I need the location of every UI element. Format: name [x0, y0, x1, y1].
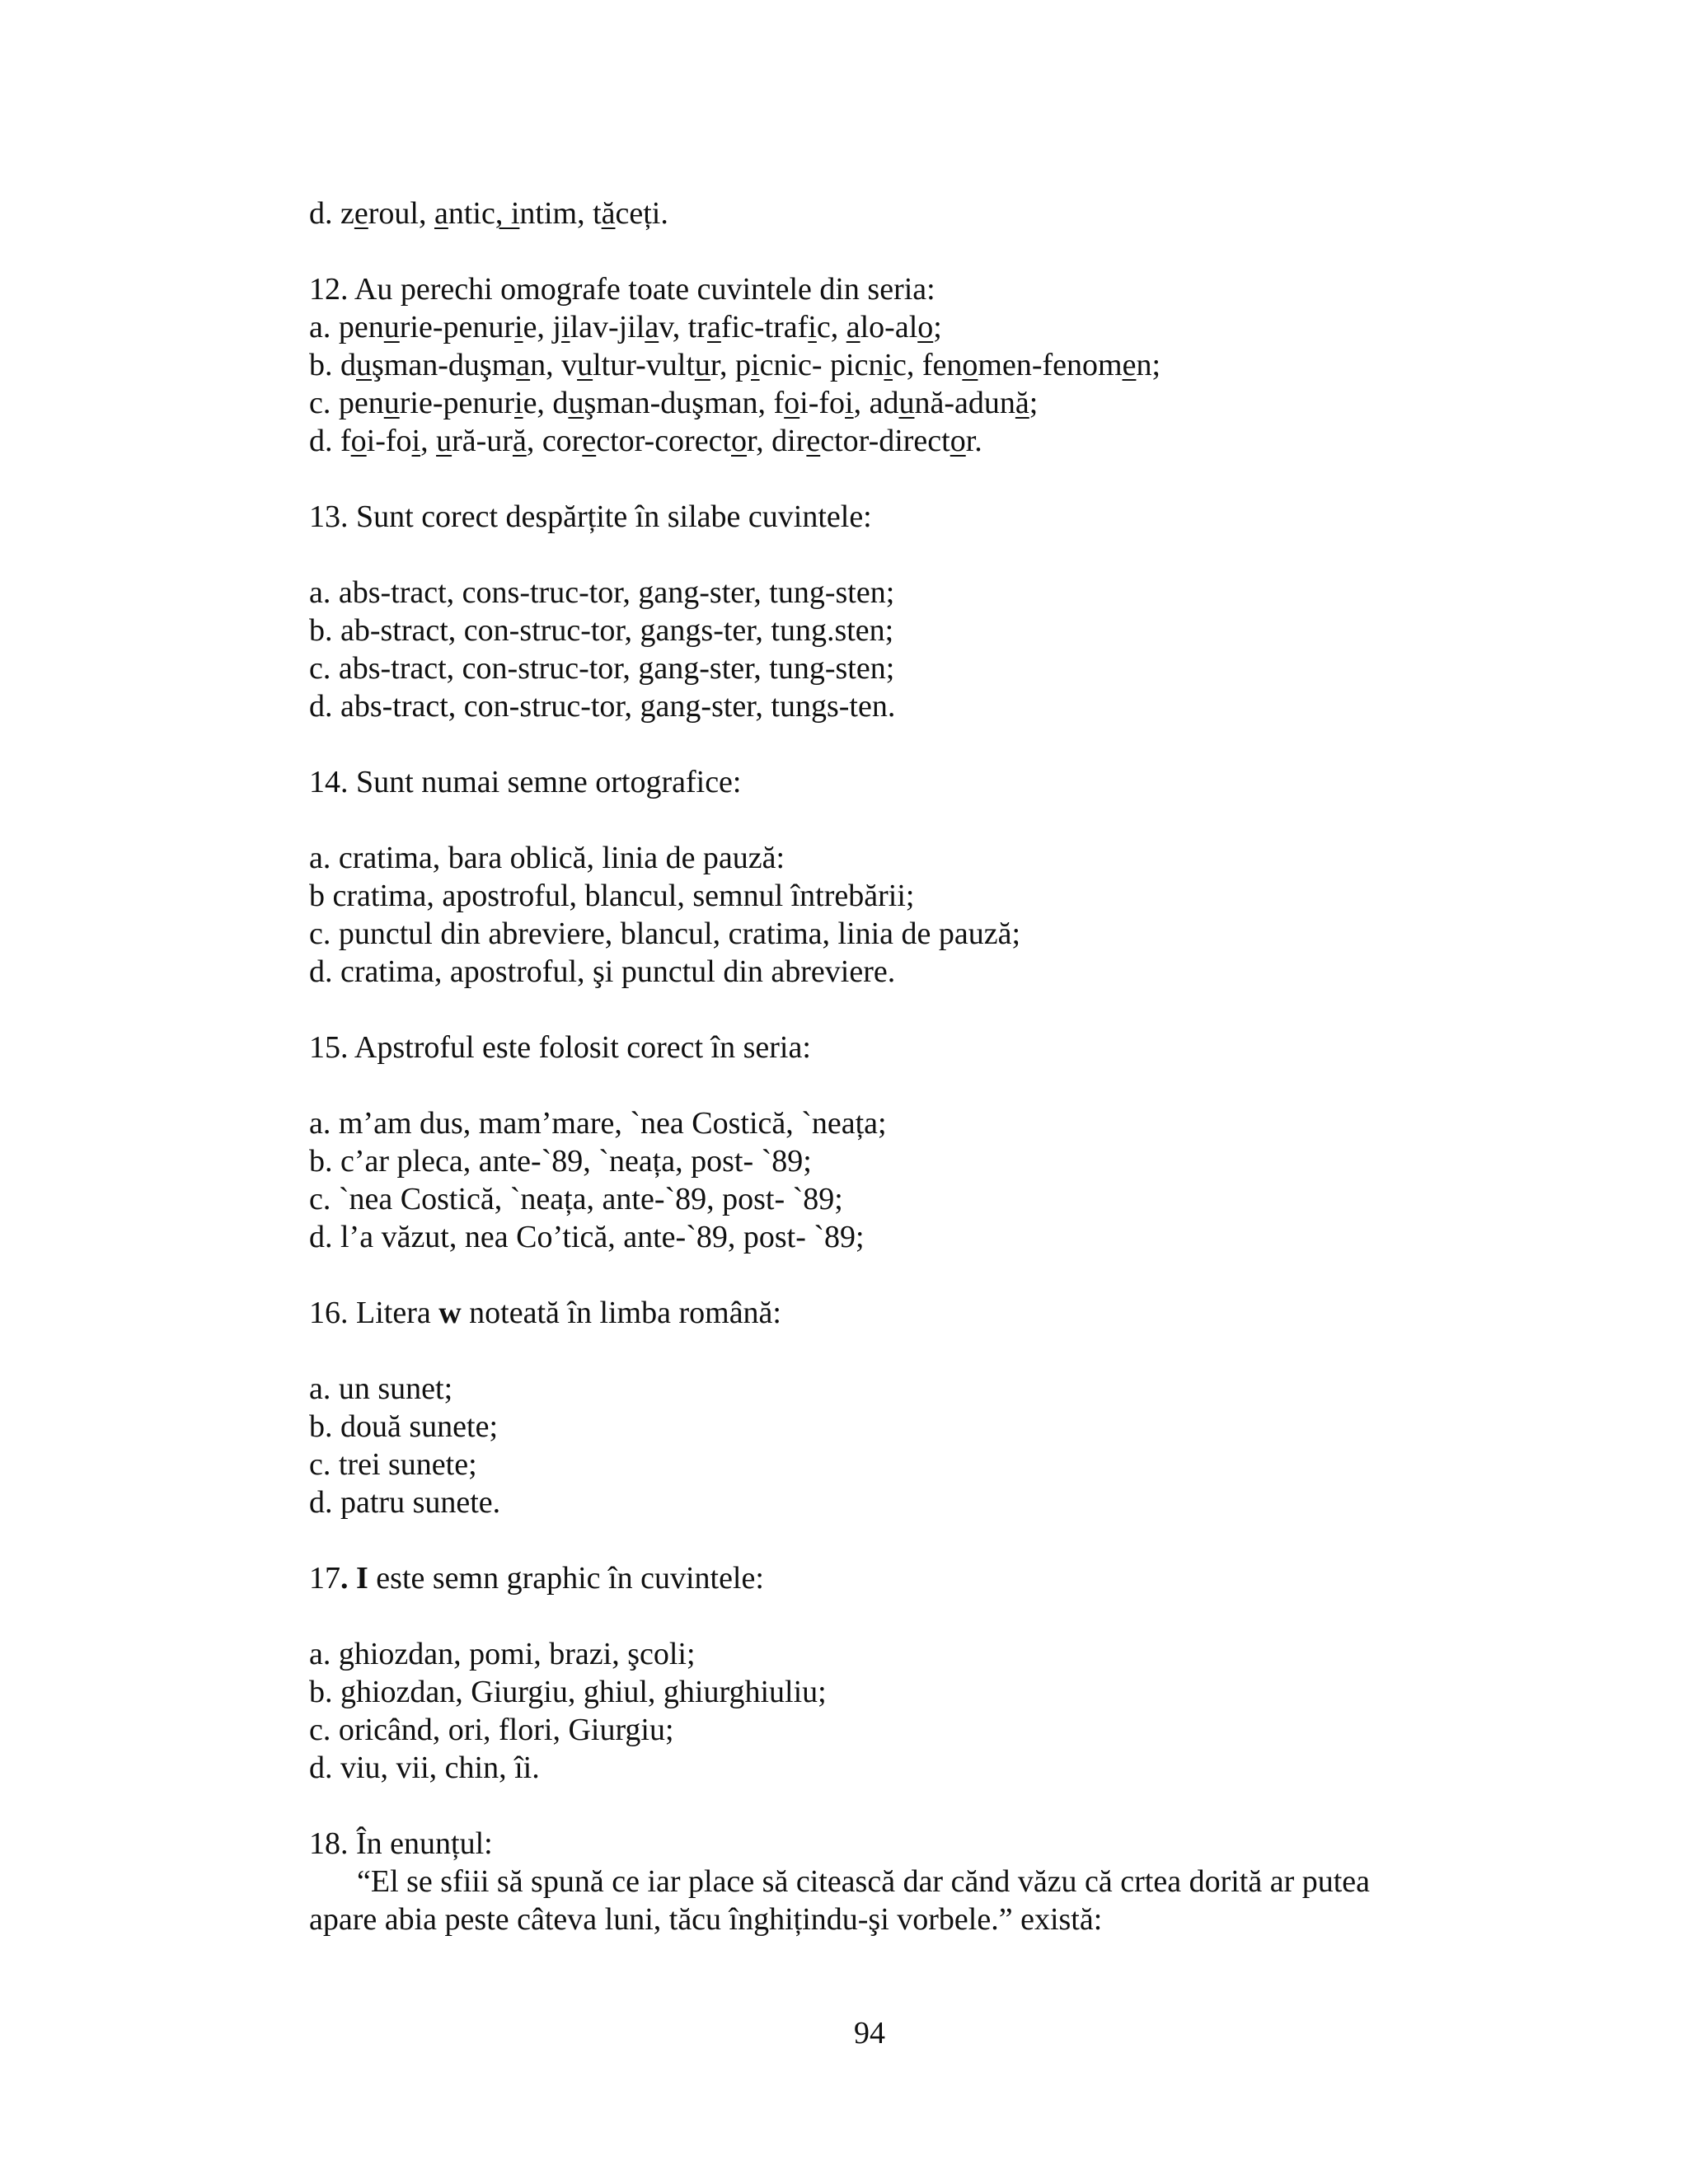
bold-text: .: [340, 1561, 349, 1596]
bold-text: w: [438, 1296, 462, 1330]
text-segment: r, p: [710, 348, 752, 382]
underlined-letter: e: [582, 424, 597, 458]
answer-option-q16d: [309, 1483, 500, 1521]
underlined-letter: i: [411, 424, 421, 458]
text-segment: 15. Apstroful este folosit corect în seria:: [309, 1030, 811, 1065]
underlined-letter: o: [731, 424, 748, 458]
answer-option-q14c: [309, 915, 1020, 953]
text-segment: c. oricând, ori, flori, Giurgiu;: [309, 1713, 674, 1747]
underlined-letter: i: [561, 310, 570, 344]
text-segment: a. cratima, bara oblică, linia de pauză:: [309, 841, 785, 875]
underlined-letter: ă: [512, 424, 527, 458]
text-segment: ntim, t: [519, 196, 602, 231]
text-segment: b. c’ar pleca, ante-`89, `neața, post- `89;: [309, 1144, 812, 1179]
question-line-q18: [309, 1825, 493, 1863]
underlined-letter: a: [706, 310, 721, 344]
text-segment: n;: [1136, 348, 1160, 382]
text-segment: r.: [965, 424, 982, 458]
answer-option-q15b: [309, 1142, 812, 1180]
answer-option-q17c: [309, 1711, 674, 1749]
text-segment: ntic: [448, 196, 495, 231]
underlined-letter: i: [514, 310, 523, 344]
text-segment: a. un sunet;: [309, 1371, 453, 1406]
text-segment: 18. În enunțul:: [309, 1826, 493, 1861]
question-line-q12: [309, 270, 935, 308]
text-segment: d. f: [309, 424, 351, 458]
text-segment: a. ghiozdan, pomi, brazi, şcoli;: [309, 1637, 696, 1671]
underlined-letter: o: [950, 424, 966, 458]
answer-option-q14a: [309, 839, 785, 877]
text-segment: şman-duşman, f: [584, 386, 785, 420]
text-segment: a. abs-tract, cons-truc-tor, gang-ster, tung-sten;: [309, 575, 895, 610]
underlined-letter: ă: [1015, 386, 1029, 420]
text-segment: rie-penur: [399, 386, 514, 420]
underlined-letter: i: [808, 310, 817, 344]
answer-option-q12c: [309, 384, 1038, 422]
text-segment: c,: [816, 310, 846, 344]
text-segment: c. abs-tract, con-struc-tor, gang-ster, tung-sten;: [309, 651, 895, 686]
text-segment: 13. Sunt corect despărțite în silabe cuvintele:: [309, 499, 872, 534]
underlined-letter: , i: [495, 196, 520, 231]
answer-option-q12a: [309, 308, 942, 346]
text-segment: “El se sfiii să spună ce iar place să citească dar cănd văzu că crtea dorită ar putea: [357, 1864, 1371, 1899]
answer-option-q15c: [309, 1180, 843, 1218]
question-line-q14: [309, 763, 742, 801]
text-segment: lo-al: [860, 310, 918, 344]
question-line-q15: [309, 1029, 811, 1066]
text-segment: b. d: [309, 348, 356, 382]
text-segment: c. pen: [309, 386, 384, 420]
text-segment: men-fenom: [978, 348, 1123, 382]
answer-option-q13d: [309, 687, 895, 725]
underlined-letter: i: [845, 386, 854, 420]
underlined-letter: u: [436, 424, 452, 458]
text-segment: cnic- picn: [759, 348, 884, 382]
answer-option-q13b: [309, 612, 893, 649]
underlined-letter: a: [434, 196, 448, 231]
text-segment: roul,: [368, 196, 434, 231]
text-segment: c. trei sunete;: [309, 1447, 477, 1482]
answer-option-q17d: [309, 1749, 540, 1787]
underlined-letter: u: [577, 348, 593, 382]
text-segment: d. cratima, apostroful, şi punctul din abreviere.: [309, 954, 896, 989]
text-segment: ctor-corect: [596, 424, 732, 458]
text-segment: ;: [1029, 386, 1039, 420]
underlined-letter: o: [784, 386, 800, 420]
question-line-q16: [309, 1294, 781, 1332]
text-segment: b cratima, apostroful, blancul, semnul întrebării;: [309, 879, 915, 913]
underlined-letter: o: [350, 424, 367, 458]
text-segment: b. două sunete;: [309, 1409, 499, 1444]
underlined-letter: i: [884, 348, 893, 382]
text-segment: 17: [309, 1561, 340, 1596]
underlined-letter: i: [514, 386, 523, 420]
text-segment: rie-penur: [399, 310, 514, 344]
answer-option-q16b: [309, 1408, 498, 1446]
text-segment: ceți.: [615, 196, 668, 231]
underlined-letter: o: [962, 348, 978, 382]
underlined-letter: a: [846, 310, 860, 344]
text-segment: a. pen: [309, 310, 384, 344]
underlined-letter: o: [917, 310, 934, 344]
bold-text: I: [356, 1561, 368, 1596]
text-segment: d. l’a văzut, nea Co’tică, ante-`89, post- `89;: [309, 1220, 865, 1254]
underlined-letter: u: [694, 348, 710, 382]
underlined-letter: u: [898, 386, 915, 420]
quoted-sentence-q18p1: [357, 1863, 1370, 1900]
answer-option-q13a: [309, 574, 894, 612]
text-segment: c, fen: [893, 348, 963, 382]
text-segment: 14. Sunt numai semne ortografice:: [309, 765, 742, 799]
question-line-q13: [309, 498, 872, 536]
answer-option-q15d: [309, 1218, 865, 1256]
text-segment: i-fo: [799, 386, 846, 420]
text-segment: şman-duşm: [372, 348, 517, 382]
text-segment: d. viu, vii, chin, îi.: [309, 1750, 540, 1785]
text-segment: ctor-direct: [820, 424, 950, 458]
answer-option-q16a: [309, 1370, 452, 1408]
text-segment: , ad: [853, 386, 899, 420]
text-segment: c. punctul din abreviere, blancul, cratima, linia de pauză;: [309, 916, 1021, 951]
text-segment: ,: [420, 424, 437, 458]
text-segment: i-fo: [366, 424, 412, 458]
underlined-letter: e: [354, 196, 368, 231]
page-number: 94: [854, 2016, 885, 2050]
text-segment: fic-traf: [720, 310, 809, 344]
text-segment: ;: [933, 310, 942, 344]
answer-option-q16c: [309, 1446, 477, 1483]
text-segment: n, v: [530, 348, 578, 382]
answer-option-q12b: [309, 346, 1160, 384]
text-segment: nă-adun: [914, 386, 1015, 420]
text-segment: d. abs-tract, con-struc-tor, gang-ster, tungs-ten.: [309, 689, 896, 724]
underlined-letter: u: [383, 386, 400, 420]
underlined-letter: a: [645, 310, 659, 344]
text-segment: e, j: [523, 310, 561, 344]
underlined-letter: u: [568, 386, 584, 420]
underlined-letter: ă: [601, 196, 616, 231]
text-segment: c. `nea Costică, `neața, ante-`89, post- `89;: [309, 1182, 843, 1216]
quoted-sentence-continuation-q18p2: [309, 1900, 1102, 1938]
text-segment: d. patru sunete.: [309, 1485, 501, 1520]
answer-option-q17a: [309, 1635, 696, 1673]
answer-option-l01: [309, 194, 668, 232]
underlined-letter: i: [751, 348, 760, 382]
text-segment: b. ghiozdan, Giurgiu, ghiul, ghiurghiuliu;: [309, 1675, 827, 1709]
text-segment: v, tr: [659, 310, 707, 344]
text-segment: a. m’am dus, mam’mare, `nea Costică, `neața;: [309, 1106, 887, 1141]
text-segment: apare abia peste câteva luni, tăcu înghițindu-şi vorbele.” există:: [309, 1902, 1103, 1937]
text-segment: 12. Au perechi omografe toate cuvintele din seria:: [309, 272, 935, 307]
answer-option-q17b: [309, 1673, 827, 1711]
document-page: [309, 0, 1430, 2184]
text-segment: noteată în limba română:: [461, 1296, 781, 1330]
text-segment: e, d: [523, 386, 569, 420]
text-segment: 16. Litera: [309, 1296, 439, 1330]
answer-option-q14b: [309, 877, 914, 915]
underlined-letter: e: [1122, 348, 1137, 382]
underlined-letter: u: [356, 348, 372, 382]
answer-option-q13c: [309, 649, 894, 687]
text-segment: lav-jil: [570, 310, 645, 344]
underlined-letter: u: [383, 310, 400, 344]
text-segment: d. z: [309, 196, 354, 231]
question-line-q17: [309, 1559, 764, 1597]
text-segment: este semn graphic în cuvintele:: [368, 1561, 764, 1596]
underlined-letter: e: [806, 424, 821, 458]
answer-option-q12d: [309, 422, 982, 460]
answer-option-q14d: [309, 953, 895, 991]
text-segment: r, dir: [747, 424, 807, 458]
text-segment: b. ab-stract, con-struc-tor, gangs-ter, tung.sten;: [309, 613, 894, 648]
underlined-letter: a: [516, 348, 531, 382]
answer-option-q15a: [309, 1104, 887, 1142]
text-segment: , cor: [526, 424, 583, 458]
text-segment: ltur-vult: [593, 348, 695, 382]
text-segment: ră-ur: [452, 424, 513, 458]
text-segment: [349, 1561, 357, 1596]
